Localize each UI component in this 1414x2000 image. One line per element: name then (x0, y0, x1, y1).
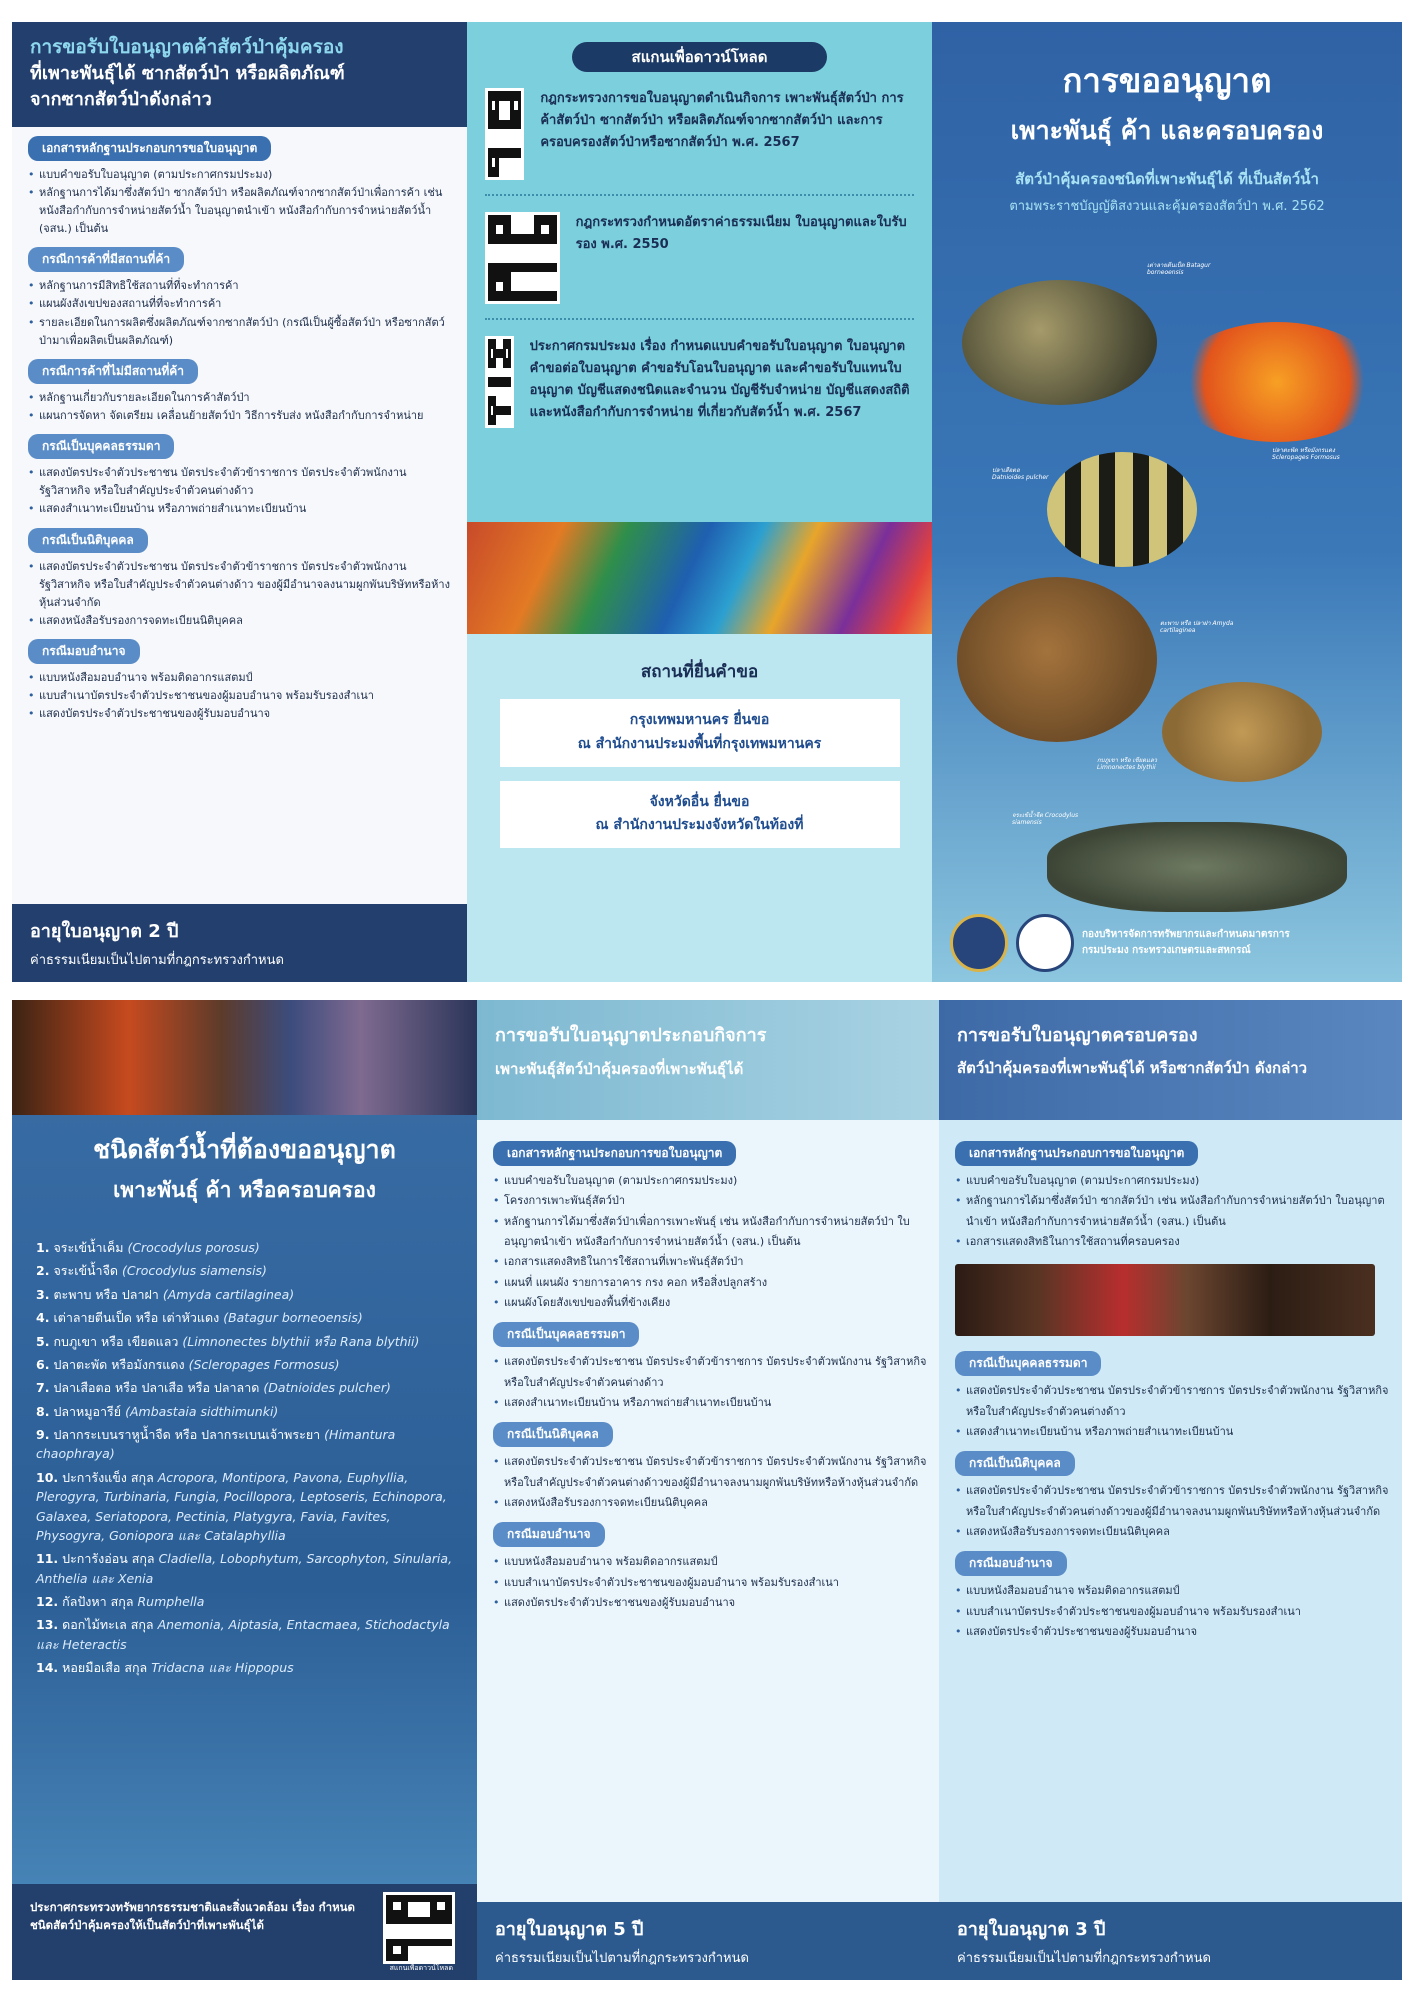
cover-title-1: การขออนุญาต (1062, 61, 1272, 100)
species-item (36, 1355, 456, 1374)
leather-bags-image (955, 1264, 1375, 1336)
org-block (1082, 927, 1392, 959)
breeding-fee: ค่าธรรมเนียมเป็นไปตามที่กฎกระทรวงกำหนด (495, 1951, 749, 1966)
species-scientific-name: Rumphella (137, 1594, 205, 1609)
divider (485, 318, 914, 320)
possession-validity-box (939, 1902, 1402, 1980)
list-item: • แสดงบัตรประจำตัวประชาชน บัตรประจำตัวข้าราชการ บัตรประจำตัวพนักงาน รัฐวิสาหกิจ หรือใบสำคัญประจำตัวคนต่างด้าว (493, 1352, 929, 1393)
list-item: • แสดงสำเนาทะเบียนบ้าน หรือภาพถ่ายสำเนาทะเบียนบ้าน (955, 1422, 1392, 1442)
bullet-list (939, 1581, 1402, 1642)
species-thai-name: ปะการังแข็ง สกุล (62, 1469, 154, 1485)
possession-title-1: การขอรับใบอนุญาตครอบครอง (957, 1025, 1198, 1046)
species-number: 4. (36, 1310, 50, 1326)
list-item: • หลักฐานเกี่ยวกับรายละเอียดในการค้าสัตว์ป่า (28, 389, 457, 407)
tigerfish-label: ปลาเสือตอ Datnioides pulcher (992, 467, 1049, 482)
species-thai-name: ปะการังอ่อน สกุล (62, 1551, 155, 1567)
species-title-2: เพาะพันธุ์ ค้า หรือครอบครอง (113, 1178, 376, 1202)
trade-title-1: การขอรับใบอนุญาตค้าสัตว์ป่าคุ้มครอง (30, 36, 344, 58)
species-item (36, 1332, 456, 1351)
species-thai-name: ปลาตะพัด หรือมังกรแดง (53, 1356, 185, 1372)
species-number: 3. (36, 1286, 50, 1302)
species-number: 14. (36, 1660, 59, 1676)
section-heading: กรณีมอบอำนาจ (28, 639, 140, 664)
species-item (36, 1402, 456, 1421)
trade-validity-box (12, 904, 467, 982)
species-thai-name: ปลาเสือตอ หรือ ปลาเสือ หรือ ปลาลาด (53, 1380, 260, 1396)
species-item (36, 1238, 456, 1257)
possession-title-2: สัตว์ป่าคุ้มครองที่เพาะพันธุ์ได้ หรือซากสัตว์ป่า ดังกล่าว (957, 1059, 1308, 1077)
species-thai-name: จระเข้น้ำจืด (53, 1263, 119, 1279)
bullet-list (477, 1352, 939, 1413)
crocodile-label: จระเข้น้ำจืด Crocodylus siamensis (1012, 812, 1079, 827)
softshell-turtle-image (957, 577, 1157, 742)
list-item: • แผนผังโดยสังเขปของพื้นที่ข้างเคียง (493, 1293, 929, 1313)
section-heading: เอกสารหลักฐานประกอบการขอใบอนุญาต (28, 136, 271, 161)
list-item: • แบบหนังสือมอบอำนาจ พร้อมติดอากรแสตมป์ (28, 669, 457, 687)
coral-photo (12, 1000, 477, 1115)
species-number: 2. (36, 1263, 50, 1279)
ministry-seal-logo (1016, 914, 1074, 972)
qr-text-2: กฎกระทรวงกำหนดอัตราค่าธรรมเนียม ใบอนุญาตและใบรับรอง พ.ศ. 2550 (575, 215, 907, 253)
trade-validity: อายุใบอนุญาต 2 ปี (30, 921, 179, 942)
breeding-validity-box (477, 1902, 939, 1980)
list-item: • แบบสำเนาบัตรประจำตัวประชาชนของผู้มอบอำนาจ พร้อมรับรองสำเนา (28, 687, 457, 705)
province-line-1: จังหวัดอื่น ยื่นขอ (649, 793, 750, 810)
possession-sections (939, 1132, 1402, 1642)
species-number: 11. (36, 1551, 59, 1567)
possession-validity: อายุใบอนุญาต 3 ปี (957, 1919, 1106, 1940)
section-heading: กรณีมอบอำนาจ (493, 1522, 605, 1547)
section-heading: เอกสารหลักฐานประกอบการขอใบอนุญาต (955, 1141, 1198, 1166)
crocodile-image (1047, 822, 1347, 912)
species-thai-name: กบภูเขา หรือ เขียดแลว (53, 1333, 179, 1349)
species-thai-name: ปลากระเบนราหูน้ำจืด หรือ ปลากระเบนเจ้าพระยา (53, 1427, 321, 1442)
list-item: • แสดงบัตรประจำตัวประชาชนของผู้รับมอบอำนาจ (493, 1593, 929, 1613)
org-line-2: กรมประมง กระทรวงเกษตรและสหกรณ์ (1082, 945, 1251, 956)
bullet-list (477, 1452, 939, 1513)
bullet-list (477, 1552, 939, 1613)
species-number: 1. (36, 1240, 50, 1255)
section-heading: กรณีการค้าที่ไม่มีสถานที่ค้า (28, 359, 198, 384)
download-pill: สแกนเพื่อดาวน์โหลด (572, 42, 827, 72)
species-scientific-name: Cladiella, Lobophytum, Sarcophyton, Sinularia, Anthelia และ Xenia (36, 1551, 453, 1586)
section-heading: กรณีมอบอำนาจ (955, 1551, 1067, 1576)
species-footer (12, 1884, 477, 1980)
list-item: • แบบสำเนาบัตรประจำตัวประชาชนของผู้มอบอำนาจ พร้อมรับรองสำเนา (493, 1573, 929, 1593)
panel-downloads (467, 22, 932, 982)
tigerfish-image (1047, 452, 1197, 567)
species-number: 6. (36, 1356, 50, 1372)
turtle-label: เต่าลายตีนเป็ด Batagur borneoensis (1147, 262, 1211, 277)
list-item: • แสดงบัตรประจำตัวประชาชน บัตรประจำตัวข้าราชการ บัตรประจำตัวพนักงาน รัฐวิสาหกิจ หรือใบสำคัญประจำตัวคนต่างด้าวของผู้มีอำนาจลงนามผูกพันบริษัทหรือห้างหุ้นส่วนจำกัด (493, 1452, 929, 1493)
bullet-list (12, 166, 467, 239)
panel-trade-license (12, 22, 467, 982)
cover-subtitle-2: ตามพระราชบัญญัติสงวนและคุ้มครองสัตว์ป่า พ.ศ. 2562 (1009, 199, 1325, 214)
species-number: 10. (36, 1469, 59, 1485)
species-item (36, 1592, 456, 1611)
species-item (36, 1308, 456, 1327)
list-item: • แสดงบัตรประจำตัวประชาชน บัตรประจำตัวข้าราชการ บัตรประจำตัวพนักงาน รัฐวิสาหกิจ หรือใบสำคัญประจำตัวคนต่างด้าว (955, 1381, 1392, 1422)
species-scientific-name: Tridacna และ Hippopus (151, 1660, 294, 1676)
species-number: 12. (36, 1594, 59, 1609)
list-item: • แผนที่ แผนผัง รายการอาคาร กรง คอก หรือสิ่งปลูกสร้าง (493, 1273, 929, 1293)
species-number: 7. (36, 1380, 50, 1396)
species-scientific-name: Acropora, Montipora, Pavona, Euphyllia, Plerogyra, Turbinaria, Fungia, Pocillopora, Leptoseris, Echinopora, Galaxea, Seriatopora, Pectinia, Platygyra, Favia, Favites, Physogyra, Goniopora และ Catalaphyllia (36, 1469, 447, 1543)
species-title-1: ชนิดสัตว์น้ำที่ต้องขออนุญาต (93, 1135, 396, 1164)
species-scientific-name: (Scleropages Formosus) (188, 1356, 340, 1372)
qr-code-3[interactable] (485, 336, 514, 428)
species-scientific-name: Anemonia, Aiptasia, Entacmaea, Stichodactyla และ Heteractis (36, 1617, 450, 1652)
list-item: • หลักฐานการได้มาซึ่งสัตว์ป่า ซากสัตว์ป่า หรือผลิตภัณฑ์จากซากสัตว์ป่าเพื่อการค้า เช่น หนังสือกำกับการจำหน่ายสัตว์น้ำ ใบอนุญาตนำเข้า หนังสือกำกับการจำหน่ายสัตว์น้ำ (จสน.) เป็นต้น (28, 184, 457, 238)
species-item (36, 1285, 456, 1304)
species-number: 9. (36, 1427, 50, 1442)
org-line-1: กองบริหารจัดการทรัพยากรและกำหนดมาตรการ (1082, 929, 1290, 940)
list-item: • โครงการเพาะพันธุ์สัตว์ป่า (493, 1191, 929, 1211)
list-item: • แสดงบัตรประจำตัวประชาชน บัตรประจำตัวข้าราชการ บัตรประจำตัวพนักงาน รัฐวิสาหกิจ หรือใบสำคัญประจำตัวคนต่างด้าว (28, 464, 457, 500)
breeding-validity: อายุใบอนุญาต 5 ปี (495, 1919, 644, 1940)
section-heading: กรณีเป็นนิติบุคคล (28, 528, 148, 553)
possession-fee: ค่าธรรมเนียมเป็นไปตามที่กฎกระทรวงกำหนด (957, 1951, 1211, 1966)
panel-possession-license (939, 1000, 1402, 1980)
submit-location-box (467, 634, 932, 982)
list-item: • แบบคำขอรับใบอนุญาต (ตามประกาศกรมประมง) (493, 1171, 929, 1191)
list-item: • แสดงสำเนาทะเบียนบ้าน หรือภาพถ่ายสำเนาทะเบียนบ้าน (28, 500, 457, 518)
fisheries-seal-logo (950, 914, 1008, 972)
list-item: • หลักฐานการได้มาซึ่งสัตว์ป่าเพื่อการเพาะพันธุ์ เช่น หนังสือกำกับการจำหน่ายสัตว์ป่า ใบอนุญาตนำเข้า หนังสือกำกับการจำหน่ายสัตว์น้ำ (จสน.) เป็นต้น (493, 1212, 929, 1253)
province-line-2: ณ สำนักงานประมงจังหวัดในท้องที่ (595, 817, 804, 834)
breeding-header (477, 1000, 939, 1120)
cover-title (932, 54, 1402, 216)
list-item: • แสดงบัตรประจำตัวประชาชนของผู้รับมอบอำนาจ (28, 705, 457, 723)
species-scientific-name: (Batagur borneoensis) (223, 1310, 363, 1326)
arowana-label: ปลาตะพัด หรือมังกรแดง Scleropages Formosus (1272, 447, 1340, 462)
list-item: • แสดงบัตรประจำตัวประชาชน บัตรประจำตัวข้าราชการ บัตรประจำตัวพนักงาน รัฐวิสาหกิจ หรือใบสำคัญประจำตัวคนต่างด้าว ของผู้มีอำนาจลงนามผูกพันบริษัทหรือห้างหุ้นส่วนจำกัด (28, 558, 457, 612)
species-item (36, 1549, 456, 1588)
species-scientific-name: (Crocodylus siamensis) (122, 1263, 267, 1279)
section-heading: กรณีเป็นบุคคลธรรมดา (493, 1322, 639, 1347)
trade-title-3: จากซากสัตว์ป่าดังกล่าว (30, 88, 212, 110)
list-item: • เอกสารแสดงสิทธิในการใช้สถานที่ครอบครอง (955, 1232, 1392, 1252)
cover-title-2: เพาะพันธุ์ ค้า และครอบครอง (1010, 116, 1324, 145)
qr-text-3: ประกาศกรมประมง เรื่อง กำหนดแบบคำขอรับใบอนุญาต ใบอนุญาตคำขอต่อใบอนุญาต คำขอรับโอนใบอนุญาต และคำขอรับใบแทนใบอนุญาต บัญชีแสดงชนิดและจำนวน บัญชีรับจำหน่าย บัญชีแสดงสถิติ และหนังสือกำกับการจำหน่าย ที่เกี่ยวกับสัตว์น้ำ พ.ศ. 2567 (529, 339, 910, 421)
frog-image (1162, 682, 1322, 782)
species-thai-name: ปลาหมูอารีย์ (53, 1403, 122, 1419)
qr-text-1: กฎกระทรวงการขอใบอนุญาตดำเนินกิจการ เพาะพันธุ์สัตว์ป่า การค้าสัตว์ป่า ซากสัตว์ป่า หรือผลิตภัณฑ์จากซากสัตว์ป่า และการครอบครองสัตว์ป่าหรือซากสัตว์ป่า พ.ศ. 2567 (540, 91, 904, 151)
bullet-list (939, 1171, 1402, 1252)
qr-caption: สแกนเพื่อดาวน์โหลด (389, 1963, 453, 1972)
bangkok-line-2: ณ สำนักงานประมงพื้นที่กรุงเทพมหานคร (577, 735, 822, 752)
species-thai-name: เต่าลายตีนเป็ด หรือ เต่าหัวแดง (53, 1310, 220, 1326)
bullet-list (12, 669, 467, 723)
species-number: 8. (36, 1403, 50, 1419)
breeding-sections (477, 1132, 939, 1614)
species-number: 5. (36, 1333, 50, 1349)
province-card (500, 781, 900, 849)
arowana-image (1172, 322, 1382, 442)
frog-label: กบภูเขา หรือ เขียดแลว Limnonectes blythii (1097, 757, 1157, 772)
qr-row-2 (467, 212, 932, 304)
bullet-list (939, 1481, 1402, 1542)
species-thai-name: หอยมือเสือ สกุล (62, 1660, 148, 1676)
section-heading: กรณีเป็นนิติบุคคล (493, 1422, 613, 1447)
species-thai-name: ตะพาบ หรือ ปลาฝา (53, 1286, 159, 1302)
bangkok-line-1: กรุงเทพมหานคร ยื่นขอ (629, 712, 770, 728)
possession-header (939, 1000, 1402, 1120)
trade-sections (12, 127, 467, 724)
species-thai-name: กัลปังหา สกุล (62, 1594, 134, 1609)
species-list (36, 1238, 456, 1682)
bangkok-card (500, 699, 900, 767)
species-thai-name: จระเข้น้ำเค็ม (53, 1240, 124, 1255)
section-heading: กรณีเป็นบุคคลธรรมดา (955, 1351, 1101, 1376)
species-item (36, 1468, 456, 1546)
bullet-list (12, 389, 467, 425)
species-scientific-name: (Datnioides pulcher) (263, 1380, 391, 1396)
list-item: • แบบสำเนาบัตรประจำตัวประชาชนของผู้มอบอำนาจ พร้อมรับรองสำเนา (955, 1602, 1392, 1622)
softshell-label: ตะพาบ หรือ ปลาฝา Amyda cartilaginea (1160, 620, 1234, 635)
list-item: • แสดงหนังสือรับรองการจดทะเบียนนิติบุคคล (493, 1493, 929, 1513)
list-item: • หลักฐานการได้มาซึ่งสัตว์ป่า ซากสัตว์ป่า เช่น หนังสือกำกับการจำหน่ายสัตว์ป่า ใบอนุญาตนำเข้า หนังสือกำกับการจำหน่ายสัตว์น้ำ (จสน.) เป็นต้น (955, 1191, 1392, 1232)
list-item: • แสดงหนังสือรับรองการจดทะเบียนนิติบุคคล (955, 1522, 1392, 1542)
list-item: • แบบคำขอรับใบอนุญาต (ตามประกาศกรมประมง) (955, 1171, 1392, 1191)
qr-code-1[interactable] (485, 88, 524, 180)
section-heading: กรณีเป็นบุคคลธรรมดา (28, 434, 174, 459)
qr-code-species[interactable] (383, 1892, 455, 1964)
species-scientific-name: (Amyda cartilaginea) (162, 1286, 295, 1302)
cover-subtitle-1: สัตว์ป่าคุ้มครองชนิดที่เพาะพันธุ์ได้ ที่เป็นสัตว์น้ำ (1015, 170, 1319, 188)
species-item (36, 1658, 456, 1677)
species-scientific-name: (Himantura chaophraya) (36, 1427, 396, 1462)
list-item: • แบบคำขอรับใบอนุญาต (ตามประกาศกรมประมง) (28, 166, 457, 184)
panel-species (12, 1000, 477, 1980)
bullet-list (12, 558, 467, 631)
trade-header (12, 22, 467, 127)
panel-cover (932, 22, 1402, 982)
list-item: • แบบหนังสือมอบอำนาจ พร้อมติดอากรแสตมป์ (493, 1552, 929, 1572)
species-item (36, 1425, 456, 1464)
species-scientific-name: (Crocodylus porosus) (127, 1240, 260, 1255)
list-item: • แผนการจัดหา จัดเตรียม เคลื่อนย้ายสัตว์ป่า วิธีการรับส่ง หนังสือกำกับการจำหน่าย (28, 407, 457, 425)
bullet-list (12, 464, 467, 518)
list-item: • แผนผังสังเขปของสถานที่ที่จะทำการค้า (28, 295, 457, 313)
qr-row-1 (467, 88, 932, 180)
species-scientific-name: (Ambastaia sidthimunki) (125, 1403, 279, 1419)
trade-title-2: ที่เพาะพันธุ์ได้ ซากสัตว์ป่า หรือผลิตภัณฑ์ (30, 62, 345, 84)
section-heading: กรณีการค้าที่มีสถานที่ค้า (28, 247, 184, 272)
breeding-title-1: การขอรับใบอนุญาตประกอบกิจการ (495, 1025, 767, 1046)
bullet-list (939, 1381, 1402, 1442)
species-number: 13. (36, 1617, 59, 1633)
submit-title: สถานที่ยื่นคำขอ (640, 662, 759, 682)
list-item: • แสดงหนังสือรับรองการจดทะเบียนนิติบุคคล (28, 612, 457, 630)
bullet-list (477, 1171, 939, 1313)
list-item: • แสดงบัตรประจำตัวประชาชนของผู้รับมอบอำนาจ (955, 1622, 1392, 1642)
breeding-title-2: เพาะพันธุ์สัตว์ป่าคุ้มครองที่เพาะพันธุ์ได้ (495, 1060, 744, 1078)
turtle-image (962, 280, 1157, 405)
list-item: • แบบหนังสือมอบอำนาจ พร้อมติดอากรแสตมป์ (955, 1581, 1392, 1601)
bullet-list (12, 277, 467, 350)
species-thai-name: ดอกไม้ทะเล สกุล (62, 1617, 154, 1633)
list-item: • เอกสารแสดงสิทธิในการใช้สถานที่เพาะพันธุ์สัตว์ป่า (493, 1252, 929, 1272)
species-title (12, 1130, 477, 1207)
qr-code-2[interactable] (485, 212, 560, 304)
list-item: • หลักฐานการมีสิทธิใช้สถานที่ที่จะทำการค้า (28, 277, 457, 295)
panel-breeding-license (477, 1000, 939, 1980)
species-footer-text: ประกาศกระทรวงทรัพยากรธรรมชาติและสิ่งแวดล้อม เรื่อง กำหนดชนิดสัตว์ป่าคุ้มครองให้เป็นสัตว์ป่าที่เพาะพันธุ์ได้ (30, 1900, 355, 1933)
species-item (36, 1378, 456, 1397)
list-item: • แสดงสำเนาทะเบียนบ้าน หรือภาพถ่ายสำเนาทะเบียนบ้าน (493, 1393, 929, 1413)
species-item (36, 1261, 456, 1280)
qr-row-3 (467, 336, 932, 428)
section-heading: เอกสารหลักฐานประกอบการขอใบอนุญาต (493, 1141, 736, 1166)
list-item: • แสดงบัตรประจำตัวประชาชน บัตรประจำตัวข้าราชการ บัตรประจำตัวพนักงาน รัฐวิสาหกิจ หรือใบสำคัญประจำตัวคนต่างด้าวของผู้มีอำนาจลงนามผูกพันบริษัทหรือห้างหุ้นส่วนจำกัด (955, 1481, 1392, 1522)
species-scientific-name: (Limnonectes blythii หรือ Rana blythii) (182, 1333, 420, 1349)
species-item (36, 1615, 456, 1654)
list-item: • รายละเอียดในการผลิตซึ่งผลิตภัณฑ์จากซากสัตว์ป่า (กรณีเป็นผู้ซื้อสัตว์ป่า หรือซากสัตว์ป่ามาเพื่อผลิตเป็นผลิตภัณฑ์) (28, 314, 457, 350)
trade-fee: ค่าธรรมเนียมเป็นไปตามที่กฎกระทรวงกำหนด (30, 953, 284, 968)
divider (485, 194, 914, 196)
section-heading: กรณีเป็นนิติบุคคล (955, 1451, 1075, 1476)
